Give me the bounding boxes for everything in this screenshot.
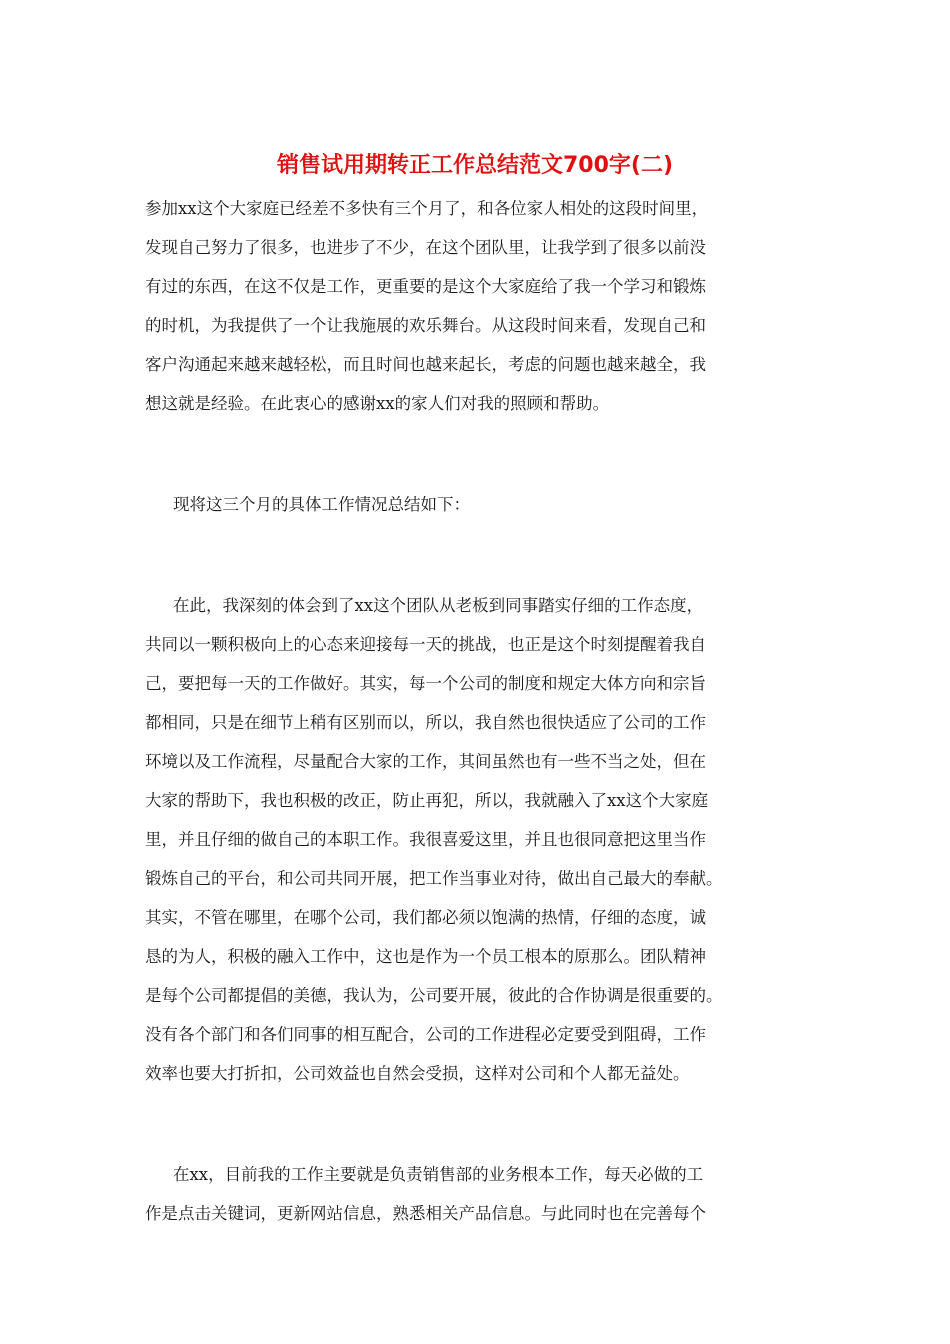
paragraph-3-line-2: 共同以一颗积极向上的心态来迎接每一天的挑战，也正是这个时刻提醒着我自 (145, 635, 706, 654)
paragraph-3-line-6: 大家的帮助下，我也积极的改正，防止再犯，所以，我就融入了xx这个大家庭 (145, 791, 709, 810)
paragraph-3-line-7: 里，并且仔细的做自己的本职工作。我很喜爱这里，并且也很同意把这里当作 (145, 830, 706, 849)
paragraph-4-line-2: 作是点击关键词，更新网站信息，熟悉相关产品信息。与此同时也在完善每个 (145, 1204, 706, 1223)
paragraph-3-line-3: 己，要把每一天的工作做好。其实，每一个公司的制度和规定大体方向和宗旨 (145, 674, 706, 693)
paragraph-3-line-4: 都相同，只是在细节上稍有区别而以，所以，我自然也很快适应了公司的工作 (145, 713, 706, 732)
paragraph-1-line-6: 想这就是经验。在此衷心的感谢xx的家人们对我的照顾和帮助。 (145, 394, 610, 413)
paragraph-3-line-10: 恳的为人，积极的融入工作中，这也是作为一个员工根本的原那么。团队精神 (145, 947, 706, 966)
paragraph-3-line-11: 是每个公司都提倡的美德，我认为，公司要开展，彼此的合作协调是很重要的。 (145, 986, 723, 1005)
paragraph-3-line-5: 环境以及工作流程，尽量配合大家的工作，其间虽然也有一些不当之处，但在 (145, 752, 706, 771)
paragraph-3-line-9: 其实，不管在哪里，在哪个公司，我们都必须以饱满的热情，仔细的态度，诚 (145, 908, 706, 927)
paragraph-3-line-8: 锻炼自己的平台，和公司共同开展，把工作当事业对待，做出自己最大的奉献。 (145, 869, 723, 888)
paragraph-1-line-4: 的时机，为我提供了一个让我施展的欢乐舞台。从这段时间来看，发现自己和 (145, 316, 706, 335)
paragraph-1-line-1: 参加xx这个大家庭已经差不多快有三个月了，和各位家人相处的这段时间里， (145, 199, 709, 218)
paragraph-1-line-3: 有过的东西，在这不仅是工作，更重要的是这个大家庭给了我一个学习和锻炼 (145, 277, 706, 296)
document-title: 销售试用期转正工作总结范文700字(二) (276, 153, 674, 178)
paragraph-3-line-13: 效率也要大打折扣，公司效益也自然会受损，这样对公司和个人都无益处。 (145, 1064, 690, 1083)
paragraph-1-line-5: 客户沟通起来越来越轻松，而且时间也越来起长，考虑的问题也越来越全，我 (145, 355, 706, 374)
paragraph-4-line-1: 在xx，目前我的工作主要就是负责销售部的业务根本工作，每天必做的工 (173, 1165, 704, 1184)
paragraph-3-line-12: 没有各个部门和各们同事的相互配合，公司的工作进程必定要受到阻碍，工作 (145, 1025, 706, 1044)
paragraph-1-line-2: 发现自己努力了很多，也进步了不少，在这个团队里，让我学到了很多以前没 (145, 238, 706, 257)
paragraph-2-line-1: 现将这三个月的具体工作情况总结如下： (173, 495, 470, 514)
paragraph-3-line-1: 在此，我深刻的体会到了xx这个团队从老板到同事踏实仔细的工作态度， (173, 596, 704, 615)
